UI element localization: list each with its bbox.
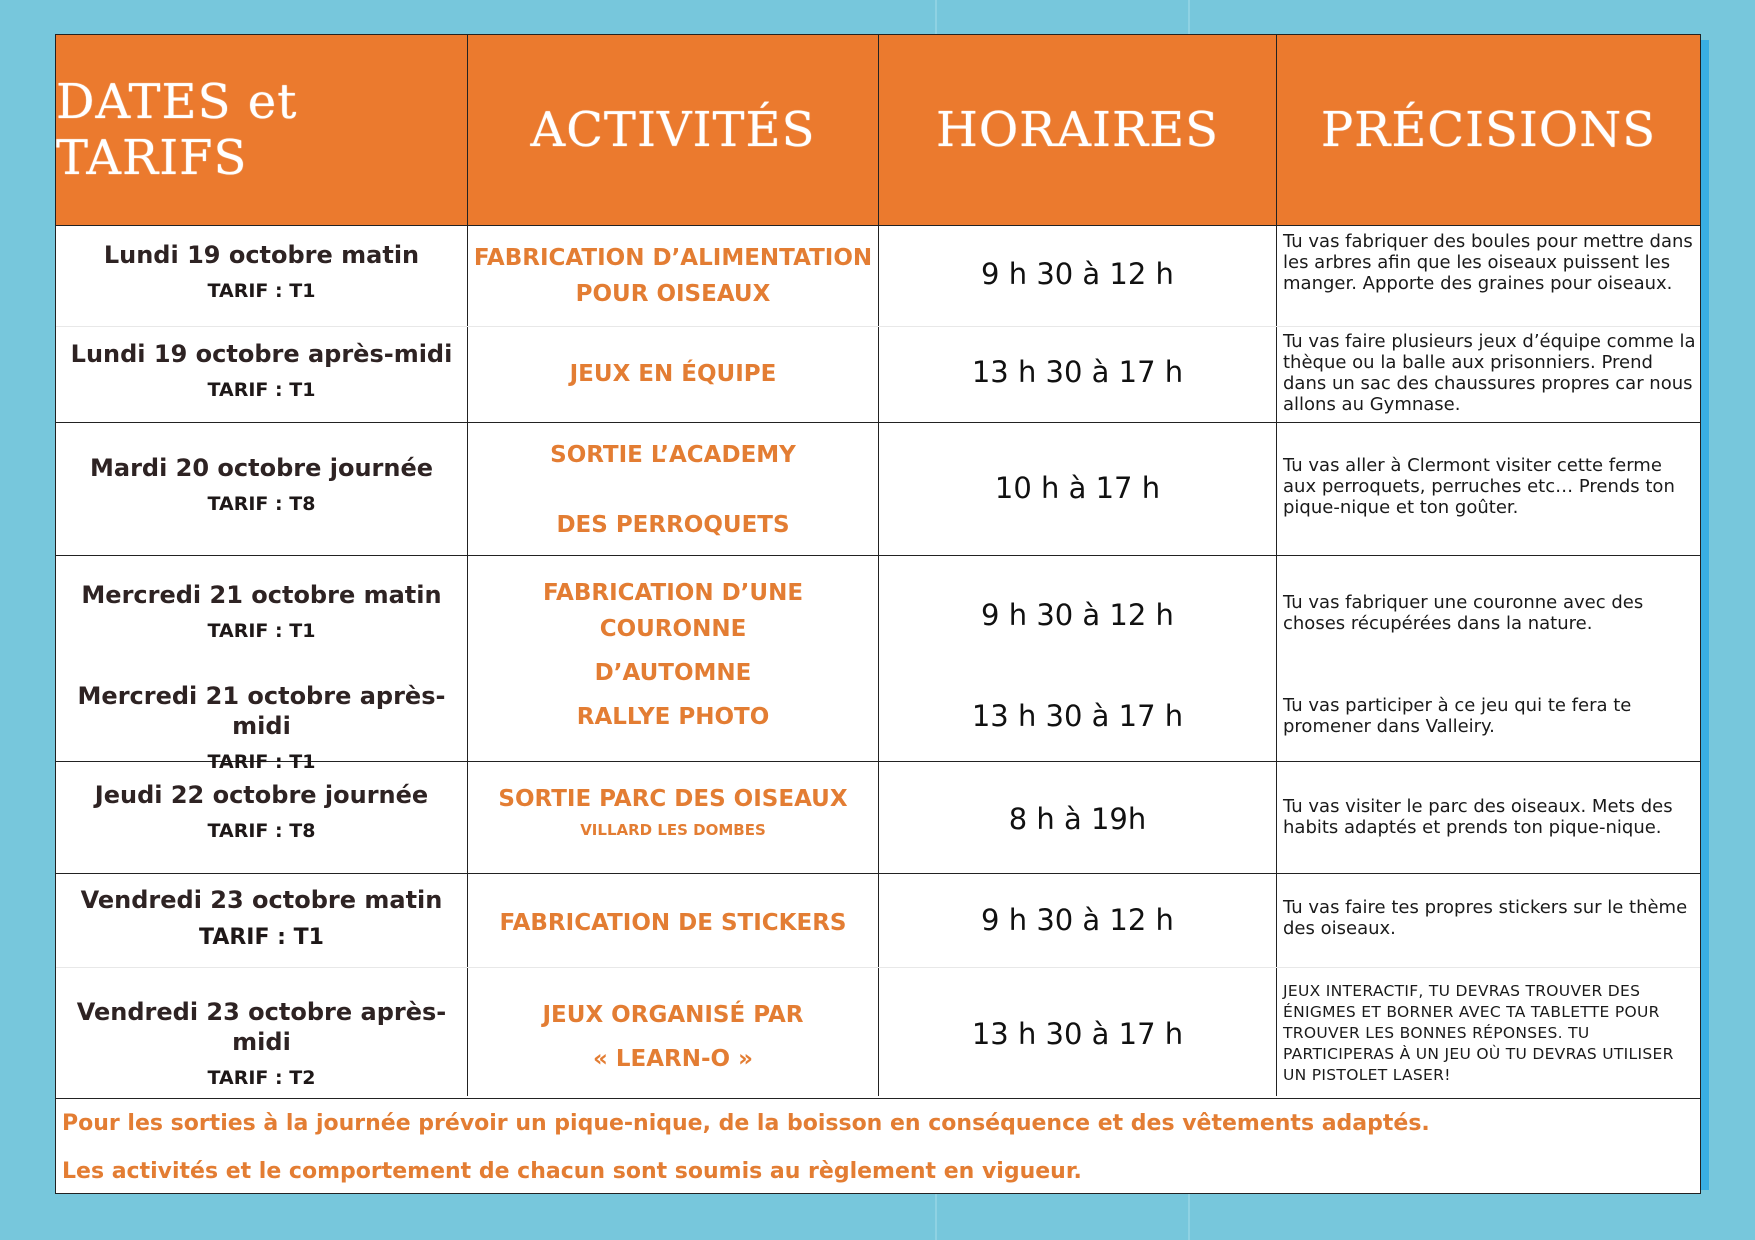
footer-note: Les activités et le comportement de chacun sont soumis au règlement en vigueur. — [62, 1159, 1082, 1184]
activity-cell — [468, 575, 878, 691]
row-divider-soft — [56, 326, 1700, 327]
date-label: Vendredi 23 octobre après-midi — [76, 998, 447, 1056]
table-row-date — [56, 339, 467, 401]
footer-note: Pour les sorties à la journée prévoir un pique-nique, de la boisson en conséquence et des vêtements adaptés. — [62, 1111, 1430, 1136]
activity-line: SORTIE L’ACADEMY — [550, 442, 796, 468]
tarif-label: TARIF : T1 — [207, 620, 316, 642]
table-row-date — [56, 997, 467, 1089]
tarif-label: TARIF : T1 — [199, 925, 324, 950]
header-details: PRÉCISIONS — [1320, 102, 1657, 158]
row-divider — [56, 873, 1700, 874]
time-cell: 8 h à 19h — [1008, 802, 1147, 836]
tarif-label: TARIF : T1 — [207, 280, 316, 302]
activity-line: JEUX ORGANISÉ PAR — [542, 1002, 804, 1028]
date-label: Vendredi 23 octobre matin — [80, 886, 443, 914]
row-divider — [56, 225, 1700, 226]
table-row-date — [56, 453, 467, 515]
activity-cell — [468, 240, 878, 312]
time-cell: 9 h 30 à 12 h — [981, 903, 1174, 937]
column-divider — [1276, 35, 1277, 1096]
activity-line: RALLYE PHOTO — [576, 704, 770, 730]
activity-cell — [468, 437, 878, 543]
tarif-label: TARIF : T1 — [207, 751, 316, 773]
table-row-date — [56, 240, 467, 302]
time-cell: 13 h 30 à 17 h — [971, 355, 1184, 389]
time-cell: 13 h 30 à 17 h — [971, 699, 1184, 733]
table-row-date — [56, 580, 467, 642]
activity-line: DES PERROQUETS — [556, 512, 790, 538]
details-cell: Tu vas visiter le parc des oiseaux. Mets des habits adaptés et prends ton pique-nique. — [1283, 796, 1673, 838]
activity-line: « LEARN-O » — [593, 1046, 753, 1072]
tarif-label: TARIF : T1 — [207, 379, 316, 401]
date-label: Lundi 19 octobre matin — [103, 241, 420, 269]
details-cell: JEUX INTERACTIF, TU DEVRAS TROUVER DES ÉNIGMES ET BORNER AVEC TA TABLETTE POUR TROUVER LES BONNES RÉPONSES. TU PARTICIPERAS À UN JEU OÙ TU DEVRAS UTILISER UN PISTOLET LASER! — [1283, 982, 1674, 1084]
tarif-label: TARIF : T2 — [207, 1067, 316, 1089]
activity-cell — [468, 699, 878, 735]
date-label: Jeudi 22 octobre journée — [94, 781, 429, 809]
details-cell: Tu vas participer à ce jeu qui te fera te promener dans Valleiry. — [1283, 695, 1632, 737]
sheet-edge — [1701, 40, 1709, 1190]
activity-line: POUR OISEAUX — [575, 281, 771, 307]
activity-cell — [468, 905, 878, 941]
table-row-date — [56, 885, 467, 950]
details-cell: Tu vas fabriquer une couronne avec des choses récupérées dans la nature. — [1283, 592, 1644, 634]
schedule-table — [55, 34, 1701, 1194]
date-label: Lundi 19 octobre après-midi — [70, 340, 453, 368]
details-cell: Tu vas faire plusieurs jeux d’équipe comme la thèque ou la balle aux prisonniers. Prend dans un sac des chaussures propres car nous allons au Gymnase. — [1283, 331, 1696, 415]
details-cell: Tu vas fabriquer des boules pour mettre dans les arbres afin que les oiseaux puissent les manger. Apporte des graines pour oiseaux. — [1283, 231, 1693, 294]
date-label: Mercredi 21 octobre matin — [81, 581, 442, 609]
date-label: Mercredi 21 octobre après-midi — [77, 682, 446, 740]
activity-subtitle: VILLARD LES DOMBES — [580, 821, 766, 839]
activity-line: SORTIE PARC DES OISEAUX — [498, 786, 848, 812]
activity-line: FABRICATION D’ALIMENTATION — [473, 245, 873, 271]
table-row-date — [56, 780, 467, 842]
activity-line: D’AUTOMNE — [594, 660, 752, 686]
time-cell: 9 h 30 à 12 h — [981, 598, 1174, 632]
details-cell: Tu vas aller à Clermont visiter cette ferme aux perroquets, perruches etc… Prends ton pique-nique et ton goûter. — [1283, 455, 1675, 518]
time-cell: 13 h 30 à 17 h — [971, 1017, 1184, 1051]
activity-cell — [468, 997, 878, 1077]
header-dates: DATES et TARIFS — [56, 74, 298, 186]
table-row-date — [56, 681, 467, 773]
tarif-label: TARIF : T8 — [207, 820, 316, 842]
date-label: Mardi 20 octobre journée — [89, 454, 434, 482]
activity-cell — [468, 781, 878, 839]
time-cell: 9 h 30 à 12 h — [981, 257, 1174, 291]
time-cell: 10 h à 17 h — [994, 471, 1161, 505]
row-divider — [56, 422, 1700, 423]
activity-line: FABRICATION D’UNE COURONNE — [542, 580, 804, 642]
row-divider — [56, 1098, 1700, 1099]
details-cell: Tu vas faire tes propres stickers sur le thème des oiseaux. — [1283, 897, 1688, 939]
activity-cell — [468, 356, 878, 392]
header-activities: ACTIVITÉS — [530, 102, 816, 158]
activity-line: FABRICATION DE STICKERS — [499, 910, 847, 936]
row-divider — [56, 555, 1700, 556]
row-divider-soft — [56, 967, 1700, 968]
header-hours: HORAIRES — [935, 102, 1220, 158]
activity-line: JEUX EN ÉQUIPE — [569, 361, 777, 387]
tarif-label: TARIF : T8 — [207, 493, 316, 515]
